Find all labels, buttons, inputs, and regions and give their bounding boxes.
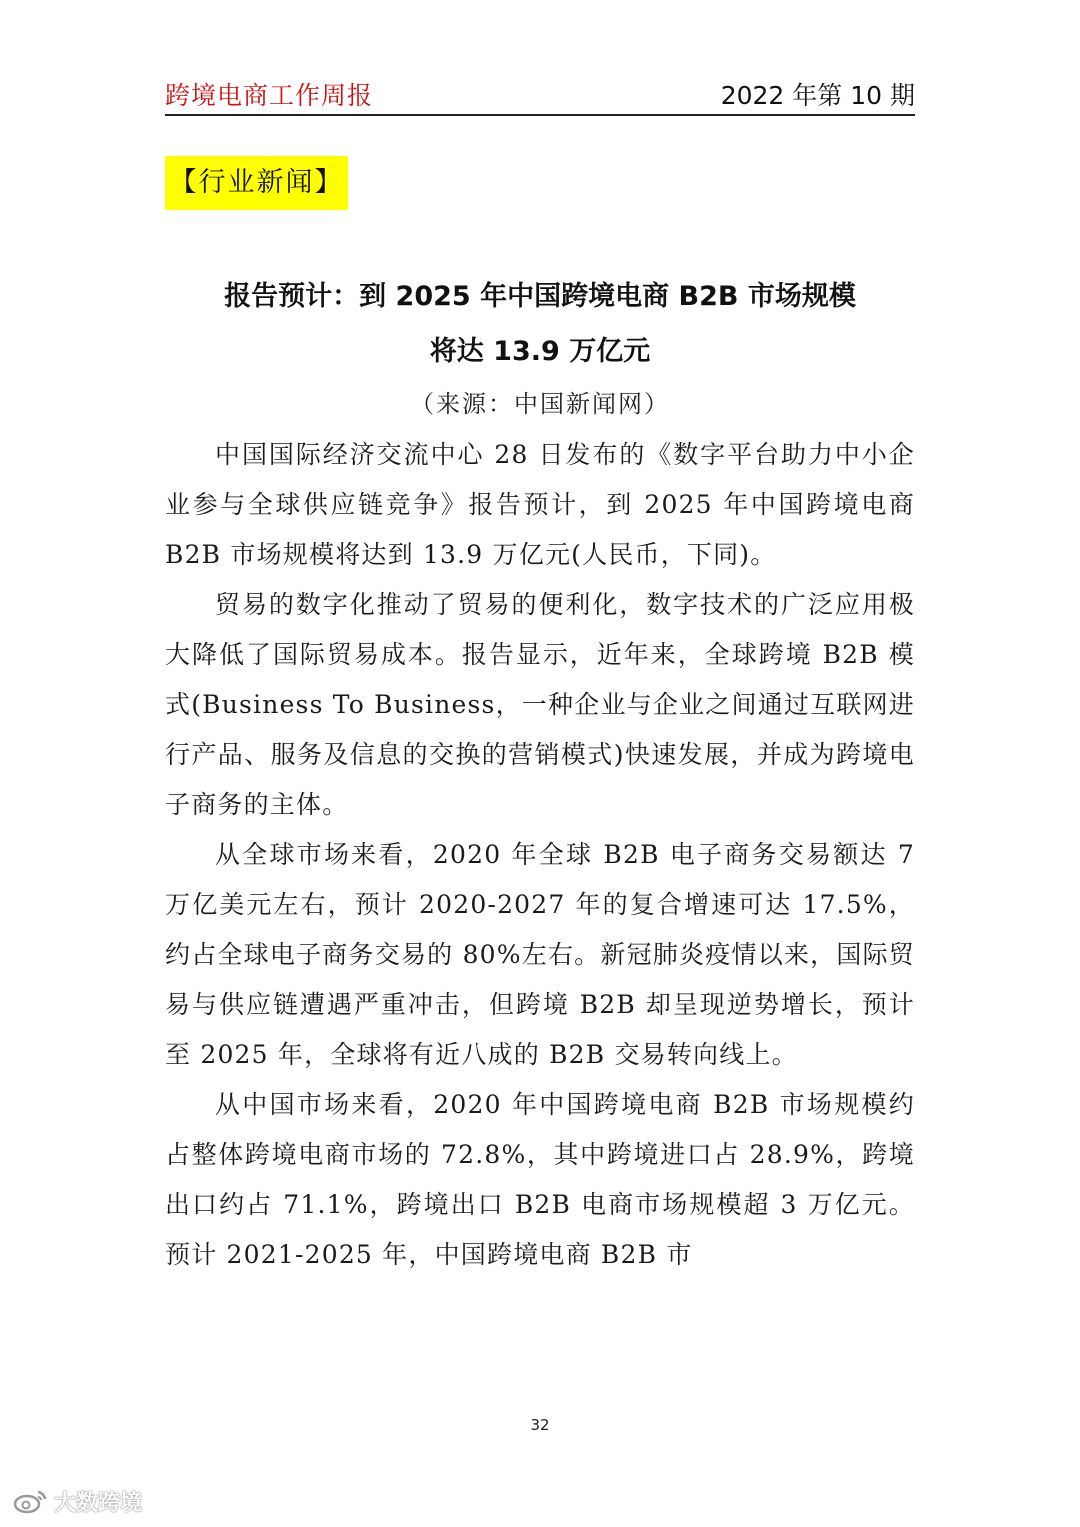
paragraph-3: 从全球市场来看，2020 年全球 B2B 电子商务交易额达 7 万亿美元左右，预计 2020-2027 年的复合增速可达 17.5%，约占全球电子商务交易的 80%左右。新冠肺炎疫情以来，国际贸易与供应链遭遇严重冲击，但跨境 B2B 却呈现逆势增长，预计至 2025 年，全球将有近八成的 B2B 交易转向线上。 [165,840,915,1069]
weibo-logo-icon [12,1488,50,1514]
page-number: 32 [530,1416,550,1434]
watermark [12,1486,142,1516]
article-source: （来源：中国新闻网） [410,390,670,418]
page-header [165,74,915,116]
watermark-text: 大数跨境 [54,1490,143,1516]
paragraph-2: 贸易的数字化推动了贸易的便利化，数字技术的广泛应用极大降低了国际贸易成本。报告显示，近年来，全球跨境 B2B 模式(Business To Business，一种企业与企业之间通过互联网进行产品、服务及信息的交换的营销模式)快速发展，并成为跨境电子商务的主体。 [165,590,915,819]
report-title: 跨境电商工作周报 [165,81,374,110]
article-body [165,430,915,1280]
section-tag: 【行业新闻】 [165,156,348,210]
paragraph-4: 从中国市场来看，2020 年中国跨境电商 B2B 市场规模约占整体跨境电商市场的 72.8%，其中跨境进口占 28.9%，跨境出口约占 71.1%，跨境出口 B2B 电商市场规模超 3 万亿元。预计 2021-2025 年，中国跨境电商 B2B 市 [165,1090,915,1269]
paragraph-1: 中国国际经济交流中心 28 日发布的《数字平台助力中小企业参与全球供应链竞争》报告预计，到 2025 年中国跨境电商 B2B 市场规模将达到 13.9 万亿元(人民币，下同)。 [165,440,915,569]
issue-number: 2022 年第 10 期 [720,81,915,110]
article-title-line-1: 报告预计：到 2025 年中国跨境电商 B2B 市场规模 [224,281,856,312]
article-title-line-2: 将达 13.9 万亿元 [429,336,651,367]
